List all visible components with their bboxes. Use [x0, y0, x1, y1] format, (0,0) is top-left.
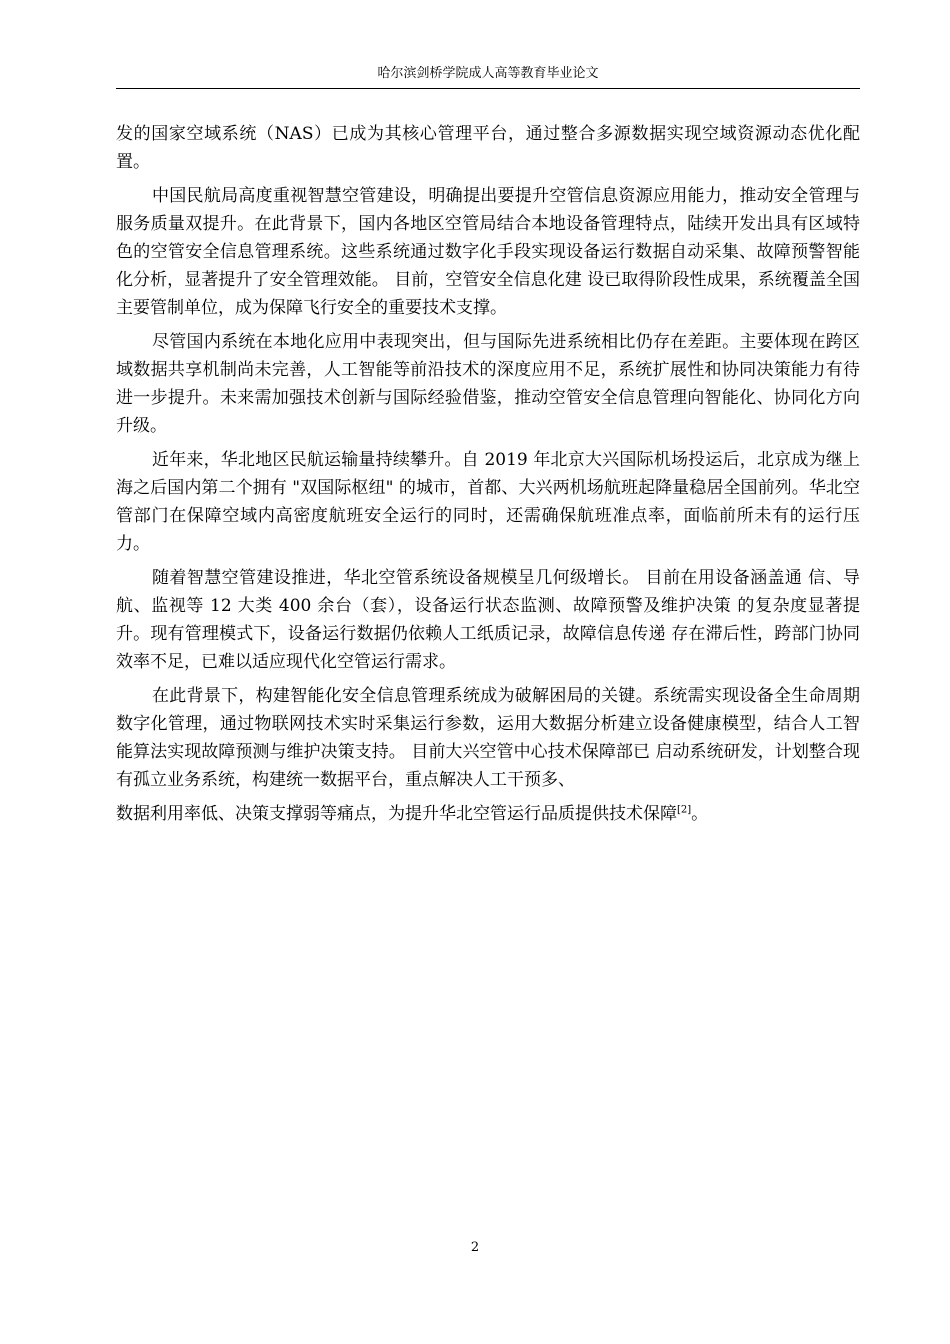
header-title: 哈尔滨剑桥学院成人高等教育毕业论文 [377, 66, 599, 81]
page-number: 2 [470, 1240, 480, 1255]
paragraph-5: 随着智慧空管建设推进，华北空管系统设备规模呈几何级增长。 目前在用设备涵盖通 信、导航、监视等 12 大类 400 余台（套），设备运行状态监测、故障预警及维护决策 的复杂度显著提升。现有管理模式下，设备运行数据仍依赖人工纸质记录，故障信息传递 存在滞后性，跨部门协同效率不足，已难以适应现代化空管运行需求。 [116, 568, 860, 672]
continuation-text: 数据利用率低、决策支撑弱等痛点，为提升华北空管运行品质提供技术保障 [116, 804, 677, 824]
page-header [116, 66, 860, 89]
paragraph-6: 在此背景下，构建智能化安全信息管理系统成为破解困局的关键。系统需实现设备全生命周期数字化管理，通过物联网技术实时采集运行参数，运用大数据分析建立设备健康模型，结合人工智能算法实现故障预测与维护决策支持。 目前大兴空管中心技术保障部已 启动系统研发，计划整合现有孤立业务系统，构建统一数据平台，重点解决人工干预多、 [116, 686, 860, 790]
body-text [116, 120, 860, 834]
paragraph-1: 发的国家空域系统（NAS）已成为其核心管理平台，通过整合多源数据实现空域资源动态优化配置。 [116, 124, 860, 172]
paragraph-2: 中国民航局高度重视智慧空管建设，明确提出要提升空管信息资源应用能力，推动安全管理与服务质量双提升。在此背景下，国内各地区空管局结合本地设备管理特点，陆续开发出具有区域特色的空管安全信息管理系统。这些系统通过数字化手段实现设备运行数据自动采集、故障预警智能化分析，显著提升了安全管理效能。 目前，空管安全信息化建 设已取得阶段性成果，系统覆盖全国主要管制单位，成为保障飞行安全的重要技术支撑。 [116, 186, 860, 318]
continuation-ending: 。 [691, 804, 709, 824]
paragraph-6-continuation [116, 800, 860, 828]
paragraph-3: 尽管国内系统在本地化应用中表现突出，但与国际先进系统相比仍存在差距。主要体现在跨区域数据共享机制尚未完善，人工智能等前沿技术的深度应用不足，系统扩展性和协同决策能力有待进一步提升。未来需加强技术创新与国际经验借鉴，推动空管安全信息管理向智能化、协同化方向升级。 [116, 332, 860, 436]
citation-reference[interactable]: [2] [677, 804, 692, 816]
paragraph-4: 近年来，华北地区民航运输量持续攀升。自 2019 年北京大兴国际机场投运后，北京成为继上海之后国内第二个拥有 "双国际枢纽" 的城市，首都、大兴两机场航班起降量稳居全国前列。华北空管部门在保障空域内高密度航班安全运行的同时，还需确保航班准点率，面临前所未有的运行压力。 [116, 450, 860, 554]
